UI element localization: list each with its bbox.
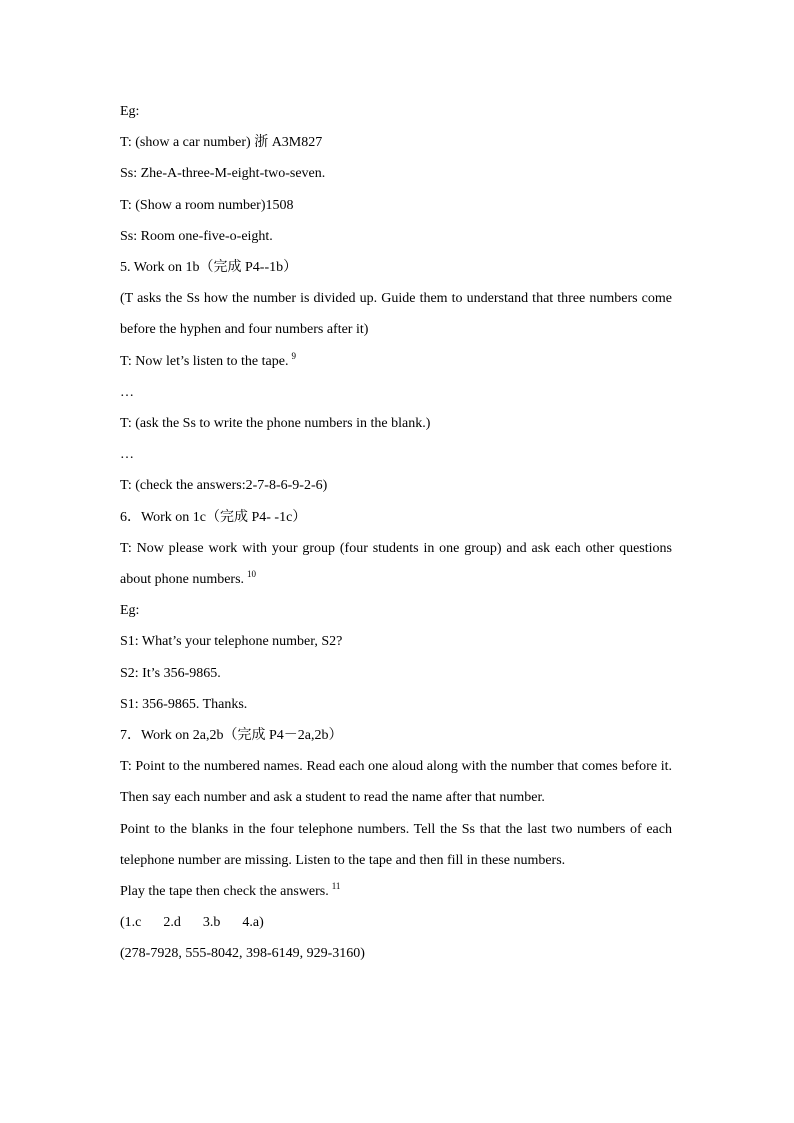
car-number-prompt: T: (show a car number) 浙 A3M827 (120, 135, 323, 151)
step-5-heading: 5. Work on 1b（完成 P4--1b） (120, 260, 298, 276)
play-tape-text: Play the tape then check the answers. (120, 884, 329, 900)
answer-2: 2.d (163, 915, 181, 931)
step-6-heading: 6．Work on 1c（完成 P4- -1c） (120, 509, 307, 525)
write-numbers-line: T: (ask the Ss to write the phone numbers in the blank.) (120, 416, 431, 432)
check-answers-line: T: (check the answers:2-7-8-6-9-2-6) (120, 478, 328, 494)
answer-key-line (120, 907, 672, 938)
dialogue-s1-thanks: S1: 356-9865. Thanks. (120, 696, 248, 712)
ellipsis-1: … (120, 384, 134, 400)
step-7-heading: 7．Work on 2a,2b（完成 P4－2a,2b） (120, 728, 343, 744)
car-number-response: Ss: Zhe-A-three-M-eight-two-seven. (120, 166, 326, 182)
group-work-paragraph (120, 533, 672, 595)
footnote-11: 11 (331, 881, 341, 892)
example-label: Eg: (120, 104, 140, 119)
group-work-text: T: Now please work with your group (four students in one group) and ask each other questions about phone numbers. (120, 540, 672, 588)
room-number-response: Ss: Room one-five-o-eight. (120, 228, 273, 244)
listen-line (120, 346, 672, 377)
answer-4: 4.a) (242, 915, 264, 931)
example-label-2: Eg: (120, 603, 140, 619)
dialogue-s2-answer: S2: It’s 356-9865. (120, 665, 221, 681)
answer-1: (1.c (120, 915, 142, 931)
ellipsis-2: … (120, 447, 134, 463)
play-tape-line (120, 876, 672, 907)
room-number-prompt: T: (Show a room number)1508 (120, 197, 294, 213)
document-page (120, 96, 672, 970)
footnote-9: 9 (291, 350, 296, 361)
footnote-10: 10 (247, 569, 257, 580)
answer-3: 3.b (202, 915, 221, 931)
point-blanks-paragraph: Point to the blanks in the four telephone numbers. Tell the Ss that the last two numbers of each telephone number are missing. Listen to the tape and then fill in these numbers. (120, 821, 672, 868)
phone-numbers-answer-line: (278-7928, 555-8042, 398-6149, 929-3160) (120, 946, 365, 962)
teacher-instruction-paragraph: (T asks the Ss how the number is divided up. Guide them to understand that three numbers come before the hyphen and four numbers after it) (120, 291, 672, 338)
dialogue-s1-question: S1: What’s your telephone number, S2? (120, 634, 343, 650)
point-names-paragraph: T: Point to the numbered names. Read each one aloud along with the number that comes before it. Then say each number and ask a student to read the name after that number. (120, 759, 672, 806)
listen-text: T: Now let’s listen to the tape. (120, 353, 289, 369)
